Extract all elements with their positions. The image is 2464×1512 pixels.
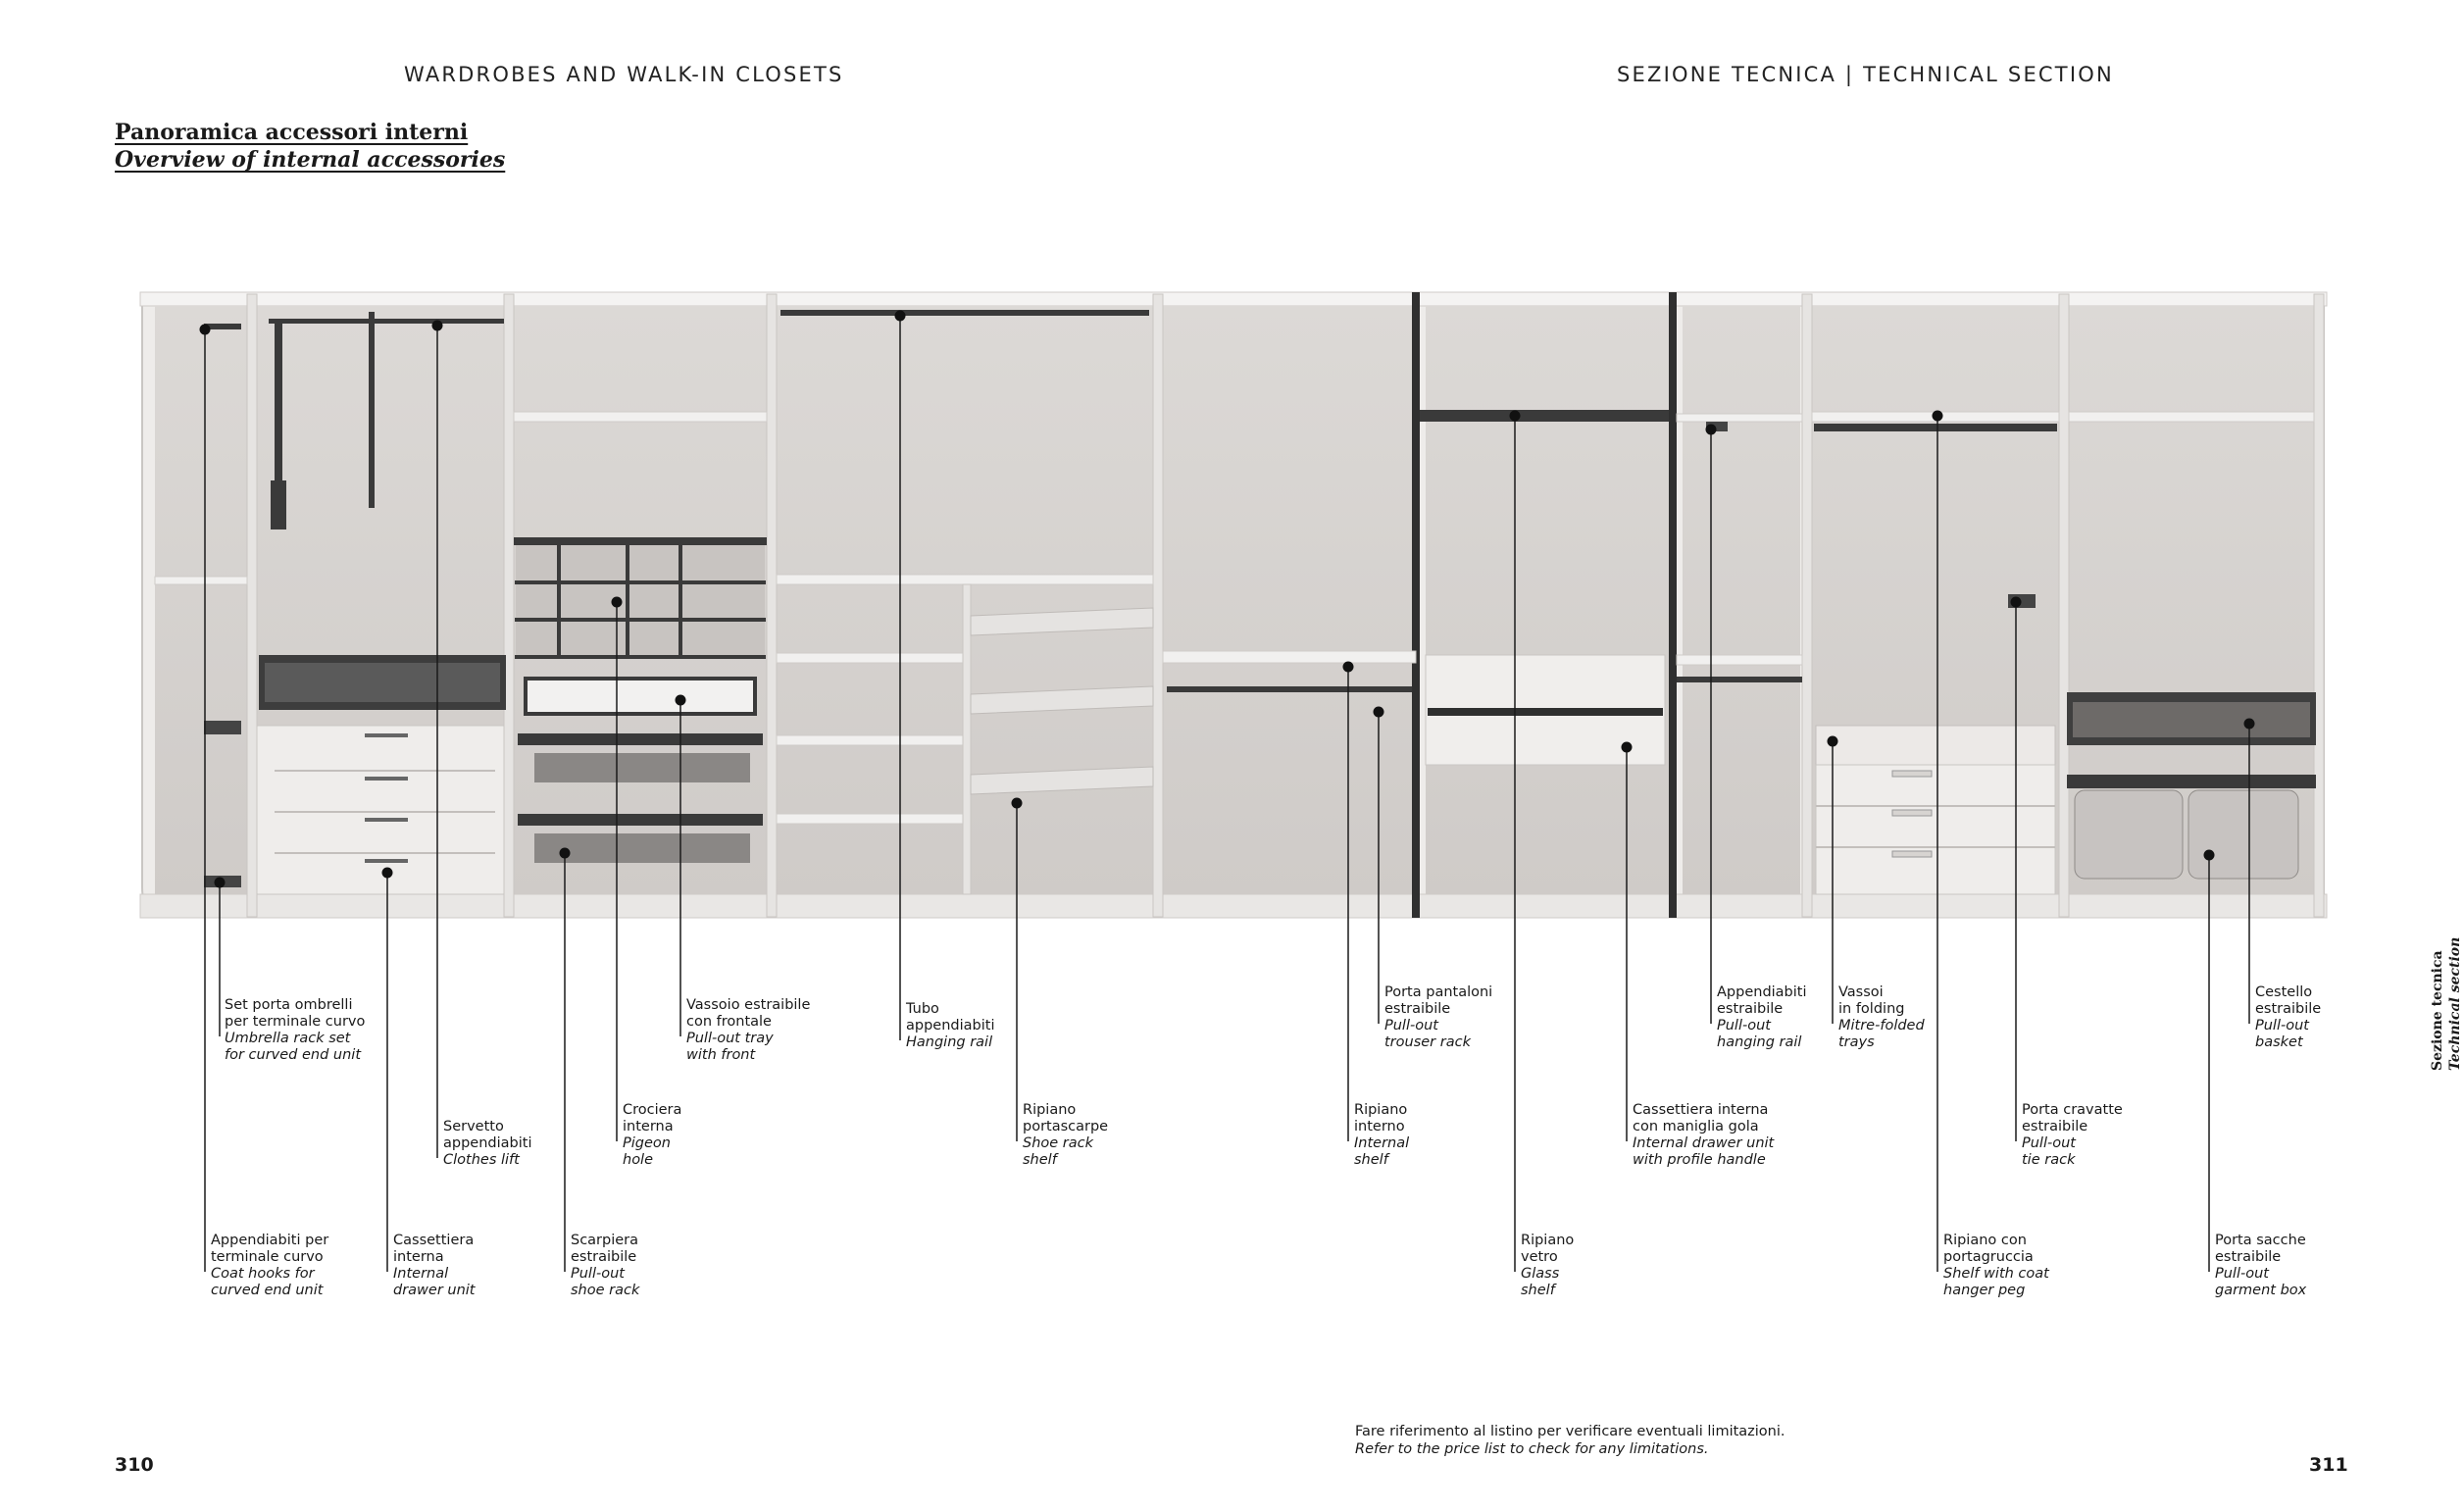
callout-coat-hanger-peg — [1943, 1233, 2049, 1299]
callout-hanging-rail — [906, 1001, 994, 1051]
callout-text-en: shoe rack — [571, 1283, 640, 1298]
callout-text-it: Ripiano — [1354, 1102, 1408, 1118]
callout-text-it: Appendiabiti — [1717, 984, 1807, 1000]
callout-shoe-rack-pullout — [571, 1233, 639, 1299]
callout-text-en: Shelf with coat — [1943, 1266, 2049, 1282]
callout-text-it: per terminale curvo — [225, 1014, 366, 1030]
callout-text-it: Vassoio estraibile — [686, 997, 811, 1013]
title-italian: Panoramica accessori interni — [115, 120, 469, 145]
callout-shoe-shelf — [1023, 1102, 1108, 1169]
callout-text-en: Glass — [1521, 1266, 1560, 1282]
callout-text-en: hanger peg — [1943, 1283, 2026, 1298]
callout-text-it: Porta pantaloni — [1384, 984, 1493, 1000]
callout-text-it: Ripiano — [1521, 1233, 1575, 1248]
callout-text-en: shelf — [1023, 1152, 1057, 1168]
header-left: WARDROBES AND WALK-IN CLOSETS — [404, 63, 844, 86]
callout-text-it: estraibile — [2022, 1119, 2088, 1134]
callout-text-en: Pull-out — [2215, 1266, 2269, 1282]
callout-pullout-tray — [686, 997, 810, 1064]
callout-dot-hanging-rail — [895, 311, 906, 322]
callout-text-it: Cassettiera — [393, 1233, 475, 1248]
callout-dot-drawer-unit — [382, 868, 393, 879]
callout-dot-shoe-shelf — [1012, 798, 1023, 809]
callout-text-it: Crociera — [623, 1102, 682, 1118]
callout-text-en: curved end unit — [211, 1283, 324, 1298]
callout-text-en: Pull-out — [2255, 1018, 2309, 1033]
callout-dot-profile-handle — [1622, 742, 1633, 753]
callout-text-it: portascarpe — [1023, 1119, 1109, 1134]
callout-text-en: Pigeon — [623, 1135, 671, 1151]
callout-basket — [2255, 984, 2321, 1051]
callout-dot-tie-rack — [2011, 597, 2022, 608]
callout-text-en: Pull-out tray — [686, 1031, 774, 1046]
callout-text-it: interna — [393, 1249, 444, 1265]
callout-text-en: Internal — [393, 1266, 449, 1282]
side-tab-italian: Sezione tecnica — [2430, 950, 2445, 1071]
callout-mitre-trays — [1838, 984, 1925, 1051]
footnote-italian: Fare riferimento al listino per verificare eventuali limitazioni. — [1355, 1424, 1785, 1439]
side-tab-english: Technical section — [2447, 936, 2463, 1071]
callout-trouser-rack — [1384, 984, 1492, 1051]
footnote — [1355, 1424, 1785, 1458]
callout-tie-rack — [2022, 1102, 2123, 1169]
callout-text-en: drawer unit — [393, 1283, 476, 1298]
callout-text-it: portagruccia — [1943, 1249, 2034, 1265]
callout-garment-box — [2215, 1233, 2306, 1299]
callout-text-it: vetro — [1521, 1249, 1558, 1265]
callout-text-it: terminale curvo — [211, 1249, 324, 1265]
callout-text-it: Scarpiera — [571, 1233, 639, 1248]
callout-text-it: estraibile — [1717, 1001, 1784, 1017]
callout-text-it: estraibile — [1384, 1001, 1451, 1017]
callout-text-it: estraibile — [2215, 1249, 2282, 1265]
callout-pullout-hanging-rail — [1717, 984, 1807, 1051]
page-number-right: 311 — [2309, 1454, 2348, 1476]
callout-text-en: Pull-out — [2022, 1135, 2076, 1151]
callout-text-en: shelf — [1521, 1283, 1555, 1298]
callout-text-en: Internal — [1354, 1135, 1410, 1151]
callout-text-en: Coat hooks for — [211, 1266, 315, 1282]
callout-text-en: Mitre-folded — [1838, 1018, 1925, 1033]
callout-dot-pullout-tray — [676, 695, 686, 706]
callout-text-en: Internal drawer unit — [1633, 1135, 1775, 1151]
callout-coat-hooks — [211, 1233, 328, 1299]
callout-drawer-unit — [393, 1233, 476, 1299]
footnote-english: Refer to the price list to check for any limitations. — [1355, 1440, 1709, 1457]
callout-text-en: for curved end unit — [225, 1047, 362, 1063]
header-right: SEZIONE TECNICA | TECHNICAL SECTION — [1617, 63, 2114, 86]
callout-text-en: Shoe rack — [1023, 1135, 1094, 1151]
callout-text-it: Appendiabiti per — [211, 1233, 329, 1248]
callout-dot-internal-shelf — [1343, 662, 1354, 673]
callout-dot-glass-shelf — [1510, 411, 1521, 422]
callout-text-en: Pull-out — [571, 1266, 625, 1282]
callout-text-it: Set porta ombrelli — [225, 997, 353, 1013]
callout-dot-basket — [2244, 719, 2255, 730]
callout-text-it: Cestello — [2255, 984, 2313, 1000]
callout-text-en: with profile handle — [1633, 1152, 1766, 1168]
callout-text-it: Servetto — [443, 1119, 504, 1134]
callout-text-it: Porta cravatte — [2022, 1102, 2123, 1118]
callout-dot-clothes-lift — [432, 321, 443, 331]
callout-text-it: appendiabiti — [906, 1018, 995, 1033]
callout-text-en: Pull-out — [1717, 1018, 1771, 1033]
callout-text-en: Clothes lift — [443, 1152, 520, 1168]
callout-glass-shelf — [1521, 1233, 1574, 1299]
callout-text-it: con maniglia gola — [1633, 1119, 1759, 1134]
callout-text-it: estraibile — [2255, 1001, 2322, 1017]
title-english: Overview of internal accessories — [115, 147, 506, 173]
callout-text-it: con frontale — [686, 1014, 772, 1030]
callout-text-it: appendiabiti — [443, 1135, 532, 1151]
page-number-left: 310 — [115, 1454, 154, 1476]
callout-dot-shoe-rack-pullout — [560, 848, 571, 859]
callout-dot-mitre-trays — [1828, 736, 1838, 747]
callout-pigeon-hole — [623, 1102, 681, 1169]
callout-umbrella — [225, 997, 365, 1064]
callout-text-en: with front — [686, 1047, 756, 1063]
callout-text-it: in folding — [1838, 1001, 1905, 1017]
callout-text-it: Cassettiera interna — [1633, 1102, 1769, 1118]
callout-dot-garment-box — [2204, 850, 2215, 861]
callout-text-en: shelf — [1354, 1152, 1388, 1168]
callout-dot-trouser-rack — [1374, 707, 1384, 718]
callout-dot-coat-hanger-peg — [1933, 411, 1943, 422]
callout-text-en: hole — [623, 1152, 654, 1168]
callout-text-en: Umbrella rack set — [225, 1031, 351, 1046]
callout-dot-pigeon-hole — [612, 597, 623, 608]
callout-text-it: interna — [623, 1119, 674, 1134]
callout-dot-pullout-hanging-rail — [1706, 425, 1717, 435]
callout-text-it: Vassoi — [1838, 984, 1884, 1000]
callout-text-en: trays — [1838, 1034, 1875, 1050]
callout-dot-coat-hooks — [200, 325, 211, 335]
callout-text-it: Porta sacche — [2215, 1233, 2306, 1248]
callout-text-en: Pull-out — [1384, 1018, 1438, 1033]
callout-clothes-lift — [443, 1119, 531, 1169]
callout-profile-handle — [1633, 1102, 1774, 1169]
callout-text-it: Ripiano — [1023, 1102, 1077, 1118]
callout-text-it: estraibile — [571, 1249, 637, 1265]
callout-text-it: Ripiano con — [1943, 1233, 2027, 1248]
callout-text-en: garment box — [2215, 1283, 2307, 1298]
callout-text-it: interno — [1354, 1119, 1405, 1134]
callout-internal-shelf — [1354, 1102, 1409, 1169]
callout-text-en: basket — [2255, 1034, 2303, 1050]
callout-text-en: hanging rail — [1717, 1034, 1802, 1050]
callout-text-it: Tubo — [906, 1001, 939, 1017]
wardrobe-body — [140, 292, 2327, 918]
callout-text-en: Hanging rail — [906, 1034, 993, 1050]
callout-dot-umbrella — [215, 878, 226, 888]
callout-text-en: tie rack — [2022, 1152, 2076, 1168]
callout-text-en: trouser rack — [1384, 1034, 1471, 1050]
